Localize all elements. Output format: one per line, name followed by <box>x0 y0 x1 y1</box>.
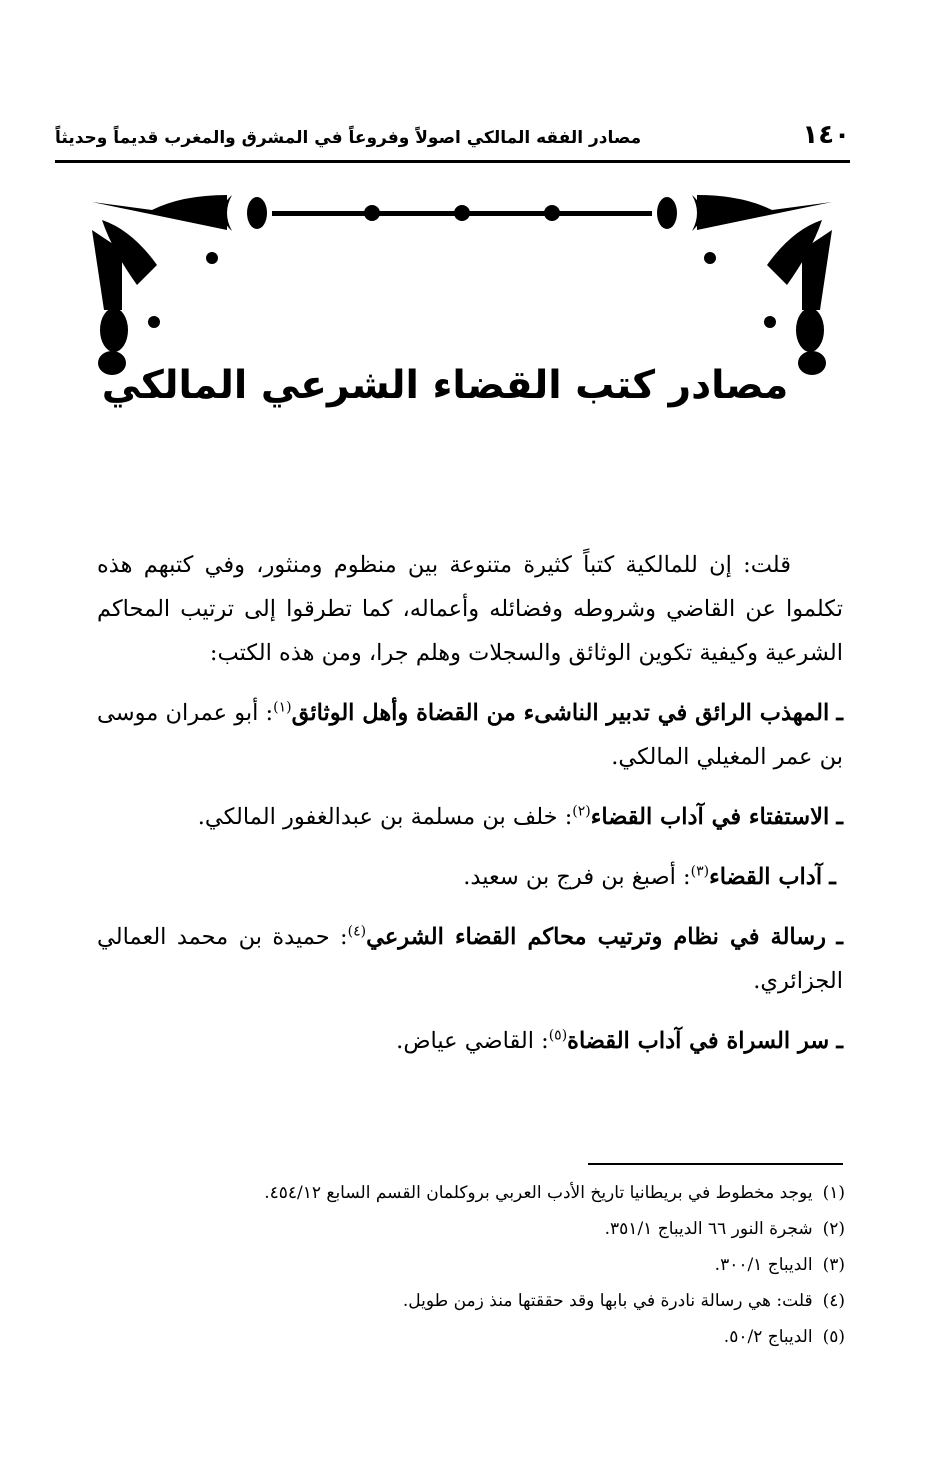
footnote-ref: (٢) <box>572 803 591 820</box>
footnote <box>120 1211 845 1247</box>
footnote-rule <box>588 1163 843 1165</box>
entry-dash: ـ <box>836 924 843 950</box>
book-title: سر السراة في آداب القضاة <box>567 1028 830 1054</box>
body-text <box>97 543 843 1079</box>
footnote-text: يوجد مخطوط في بريطانيا تاريخ الأدب العربي بروكلمان القسم السابع ٤٥٤/١٢. <box>264 1183 813 1203</box>
footnote <box>120 1175 845 1211</box>
footnote <box>120 1283 845 1319</box>
footnotes <box>120 1175 845 1355</box>
page-number: ١٤٠ <box>802 120 850 150</box>
book-author: : حميدة بن محمد العمالي الجزائري. <box>97 924 843 994</box>
book-title: المهذب الرائق في تدبير الناشىء من القضاة وأهل الوثائق <box>291 700 830 726</box>
running-header <box>55 118 850 158</box>
ornament-corner-right <box>697 195 832 375</box>
entry-dash: ـ <box>829 864 836 890</box>
footnote-number: (٣) <box>822 1255 845 1275</box>
book-title: رسالة في نظام وترتيب محاكم القضاء الشرعي <box>366 924 827 950</box>
ornament-header <box>82 190 842 380</box>
ornament-bead <box>454 205 470 221</box>
footnote-ref: (٥) <box>548 1027 568 1044</box>
footnote <box>120 1247 845 1283</box>
footnote-number: (٢) <box>822 1219 845 1239</box>
book-entry <box>97 1019 843 1063</box>
entry-dash: ـ <box>836 804 843 830</box>
book-entry <box>97 795 843 839</box>
entry-dash: ـ <box>836 1028 843 1054</box>
footnote-number: (٤) <box>822 1291 845 1311</box>
footnote-text: قلت: هي رسالة نادرة في بابها وقد حققتها منذ زمن طويل. <box>402 1291 813 1311</box>
footnote-ref: (٣) <box>690 863 710 880</box>
book-entry <box>97 855 843 899</box>
footnote-ref: (٤) <box>347 923 367 940</box>
ornament-bead <box>544 205 560 221</box>
ornament-bead <box>364 205 380 221</box>
book-title: الاستفتاء في آداب القضاء <box>590 804 830 830</box>
footnote <box>120 1319 845 1355</box>
book-entry <box>97 691 843 779</box>
footnote-text: شجرة النور ٦٦ الديباج ٣٥١/١. <box>604 1219 813 1239</box>
intro-paragraph: قلت: إن للمالكية كتباً كثيرة متنوعة بين منظوم ومنثور، وفي كتبهم هذه تكلموا عن القاضي وشروطه وفضائله وأعماله، كما تطرقوا إلى ترتيب المحاكم الشرعية وكيفية تكوين الوثائق والسجلات وهلم جرا، ومن هذه الكتب: <box>97 552 843 666</box>
book-author: : أصبغ بن فرج بن سعيد. <box>463 864 691 890</box>
book-author: : خلف بن مسلمة بن عبدالغفور المالكي. <box>197 804 573 830</box>
footnote-number: (٥) <box>822 1327 845 1347</box>
footnote-ref: (١) <box>273 699 292 716</box>
footnote-number: (١) <box>822 1183 845 1203</box>
ornament-corner-left <box>92 195 227 375</box>
book-title: آداب القضاء <box>709 864 823 890</box>
running-title: مصادر الفقه المالكي اصولاً وفروعاً في المشرق والمغرب قديماً وحديثاً <box>55 128 642 148</box>
book-author: : أبو عمران موسى بن عمر المغيلي المالكي. <box>97 700 843 770</box>
header-rule <box>55 160 850 163</box>
chapter-title: مصادر كتب القضاء الشرعي المالكي <box>101 363 789 408</box>
entry-dash: ـ <box>836 700 843 726</box>
book-entry <box>97 915 843 1003</box>
book-author: : القاضي عياض. <box>396 1028 549 1054</box>
footnote-text: الديباج ٣٠٠/١. <box>714 1255 813 1275</box>
footnote-text: الديباج ٥٠/٢. <box>723 1327 813 1347</box>
